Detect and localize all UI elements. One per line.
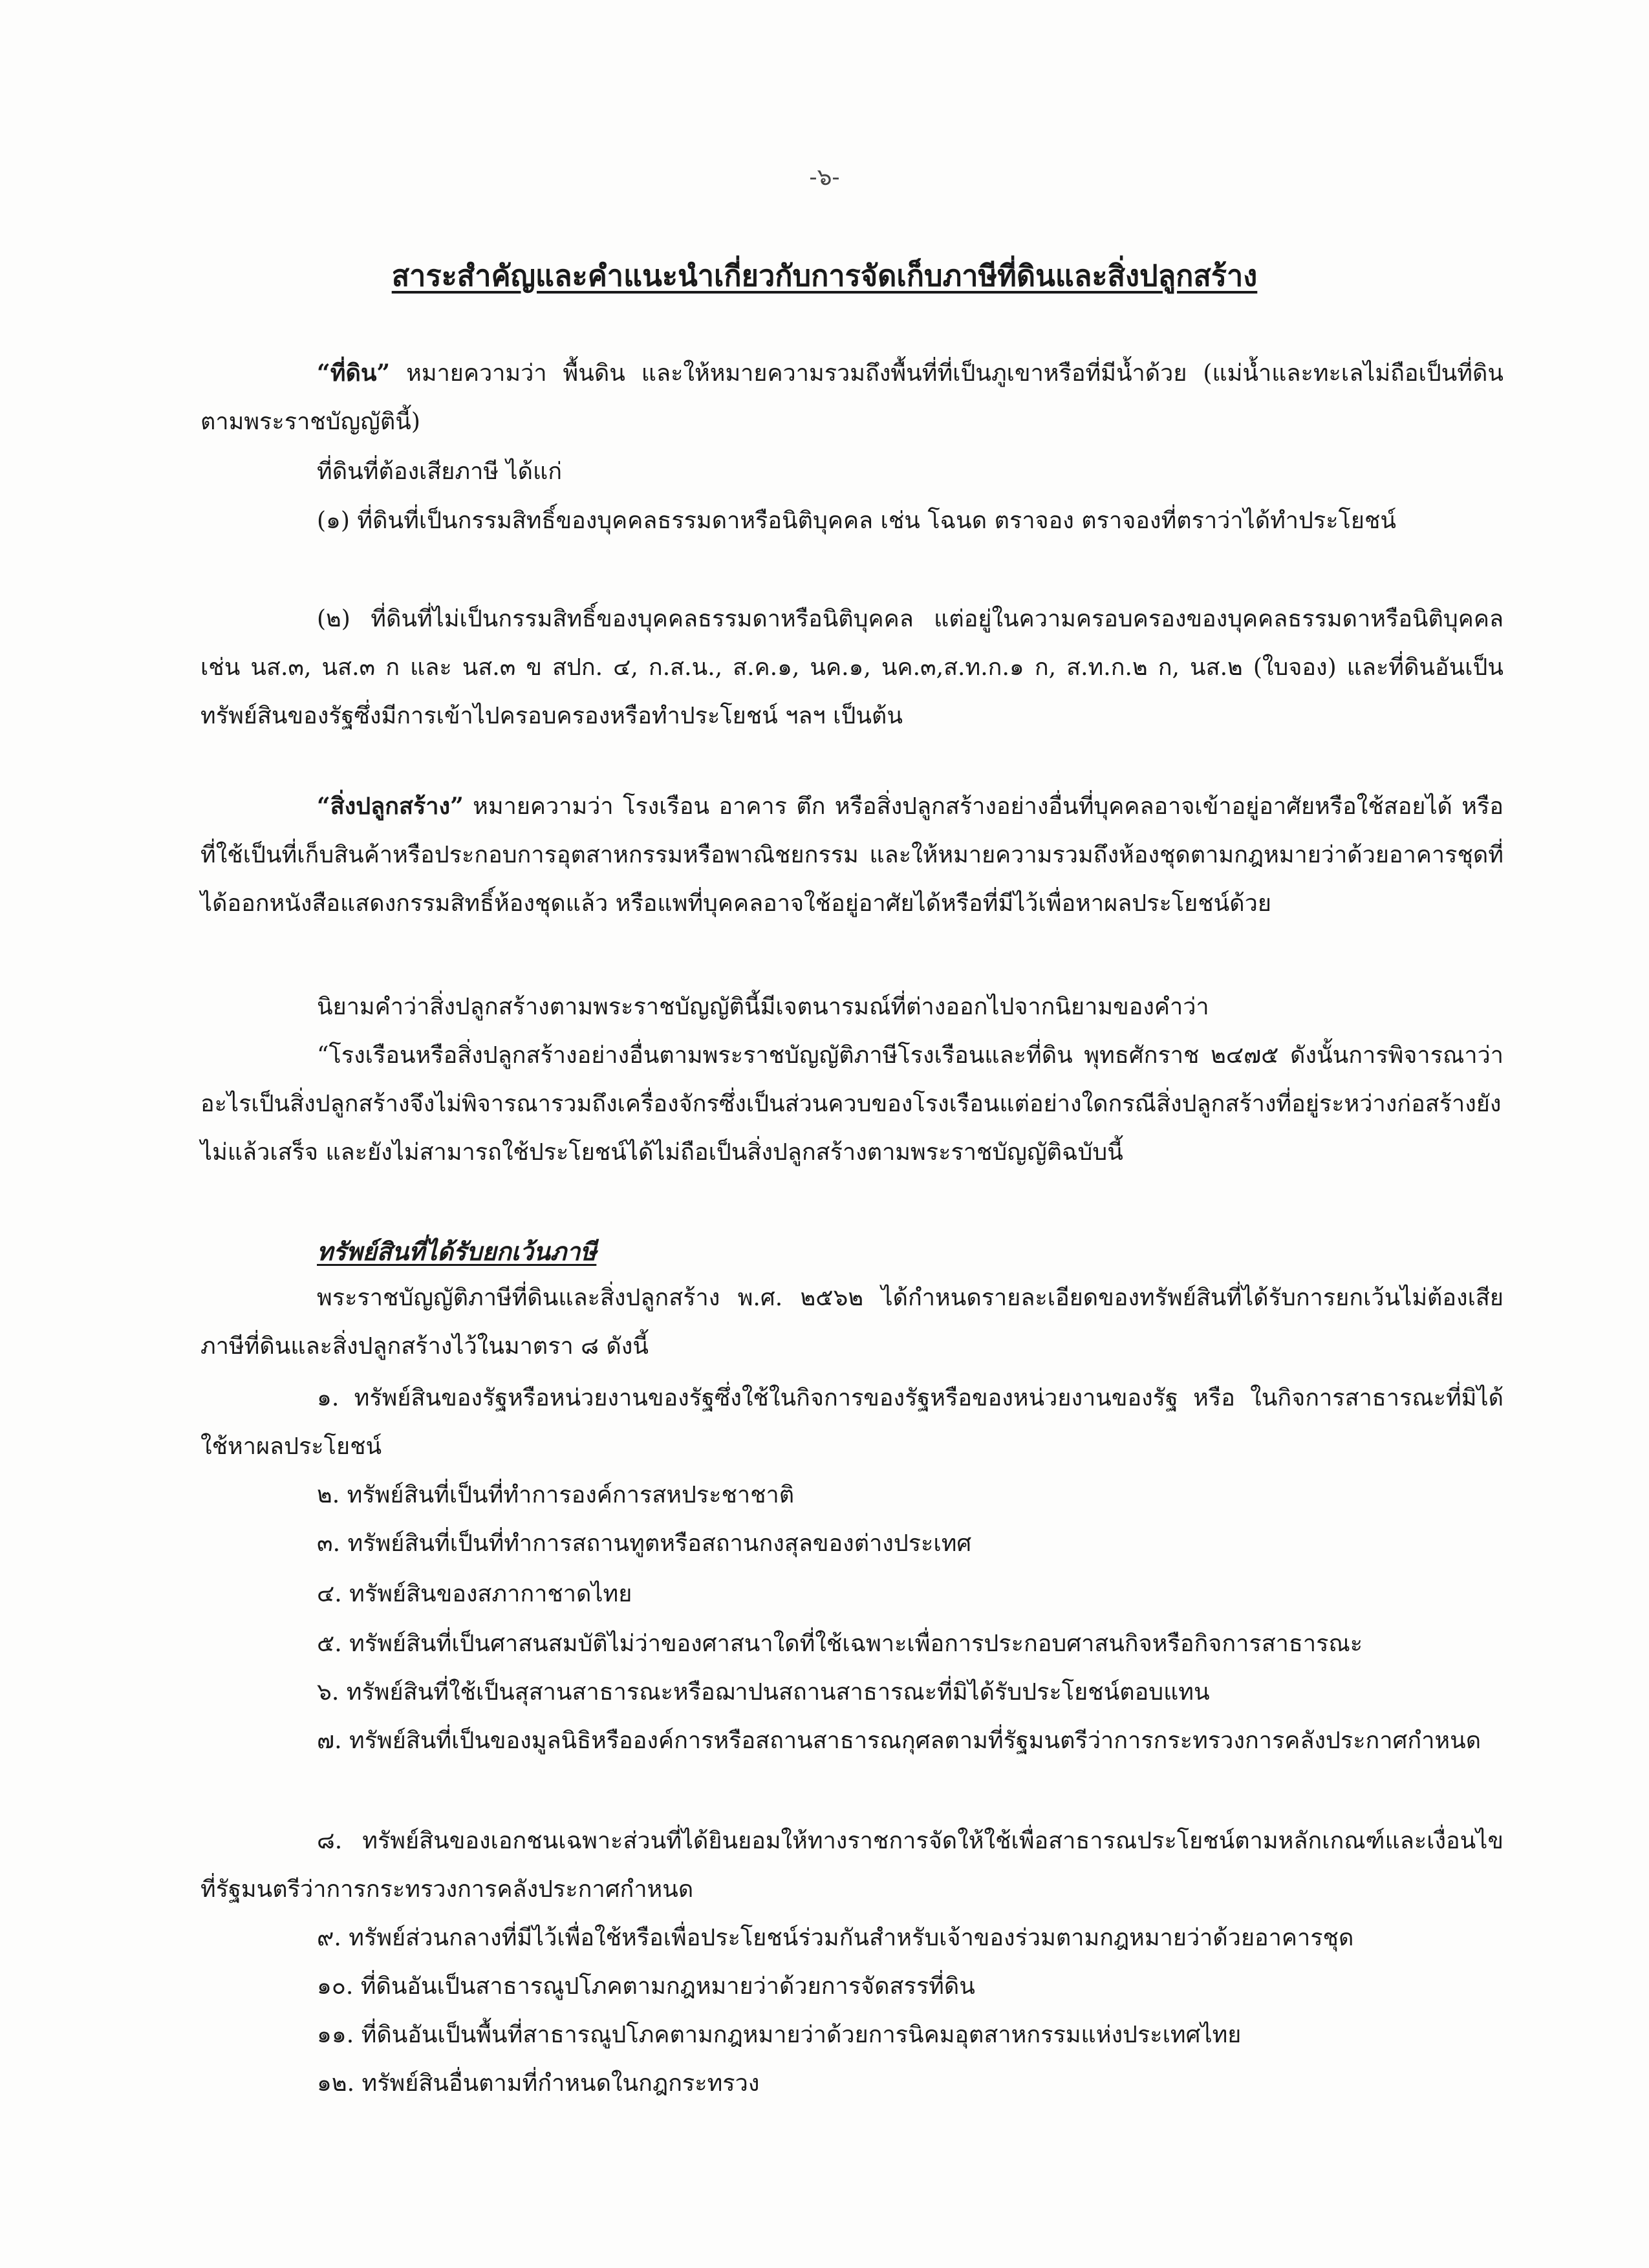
building-definition-text: หมายความว่า โรงเรือน อาคาร ตึก หรือสิ่งปลูกสร้างอย่างอื่นที่บุคคลอาจเข้าอยู่อาศัยหรือใช้สอยได้ หรือที่ใช้เป็นที่เก็บสินค้าหรือประกอบการอุตสาหกรรมหรือพาณิชยกรรม และให้หมายความรวมถึงห้องชุดตามกฎหมายว่าด้วยอาคารชุดที่ได้ออกหนังสือแสดงกรรมสิทธิ์ห้องชุดแล้ว หรือแพที่บุคคลอาจใช้อยู่อาศัยได้หรือที่มีไว้เพื่อหาผลประโยชน์ด้วย <box>200 793 1503 917</box>
exempt-item-12: ๑๒. ทรัพย์สินอื่นตามที่กำหนดในกฎกระทรวง <box>317 2070 760 2097</box>
exempt-item-9: ๙. ทรัพย์ส่วนกลางที่มีไว้เพื่อใช้หรือเพื่อประโยชน์ร่วมกันสำหรับเจ้าของร่วมตามกฎหมายว่าด้วยอาคารชุด <box>317 1925 1354 1951</box>
exempt-item-4: ๔. ทรัพย์สินของสภากาชาดไทย <box>317 1581 632 1607</box>
exempt-item-3: ๓. ทรัพย์สินที่เป็นที่ทำการสถานทูตหรือสถานกงสุลของต่างประเทศ <box>317 1530 972 1557</box>
page-number: -๖- <box>809 164 840 191</box>
exempt-item-7: ๗. ทรัพย์สินที่เป็นของมูลนิธิหรือองค์การหรือสถานสาธารณกุศลตามที่รัฐมนตรีว่าการกระทรวงการคลังประกาศกำหนด <box>317 1728 1482 1754</box>
exempt-item-8: ๘. ทรัพย์สินของเอกชนเฉพาะส่วนที่ได้ยินยอมให้ทางราชการจัดให้ใช้เพื่อสาธารณประโยชน์ตามหลักเกณฑ์และเงื่อนไขที่รัฐมนตรีว่าการกระทรวงการคลังประกาศกำหนด <box>200 1828 1503 1903</box>
building-definition <box>200 782 1503 928</box>
exempt-heading: ทรัพย์สินที่ได้รับยกเว้นภาษี <box>317 1237 597 1266</box>
exempt-item-11: ๑๑. ที่ดินอันเป็นพื้นที่สาธารณูปโภคตามกฎหมายว่าด้วยการนิคมอุตสาหกรรมแห่งประเทศไทย <box>317 2022 1242 2048</box>
exempt-item-1: ๑. ทรัพย์สินของรัฐหรือหน่วยงานของรัฐซึ่งใช้ในกิจการของรัฐหรือของหน่วยงานของรัฐ หรือ ในกิจการสาธารณะที่มิได้ใช้หาผลประโยชน์ <box>200 1385 1503 1460</box>
land-definition-term: “ที่ดิน” <box>317 359 391 387</box>
taxable-land-item-2: (๒) ที่ดินที่ไม่เป็นกรรมสิทธิ์ของบุคคลธรรมดาหรือนิติบุคคล แต่อยู่ในความครอบครองของบุคคลธรรมดาหรือนิติบุคคล เช่น นส.๓, นส.๓ ก และ นส.๓ ข สปก. ๔, ก.ส.น., ส.ค.๑, นค.๑, นค.๓,ส.ท.ก.๑ ก, ส.ท.ก.๒ ก, นส.๒ (ใบจอง) และที่ดินอันเป็นทรัพย์สินของรัฐซึ่งมีการเข้าไปครอบครองหรือทำประโยชน์ ฯลฯ เป็นต้น <box>200 606 1504 729</box>
exempt-item-6: ๖. ทรัพย์สินที่ใช้เป็นสุสานสาธารณะหรือฌาปนสถานสาธารณะที่มิได้รับประโยชน์ตอบแทน <box>317 1679 1210 1706</box>
page-title: สาระสำคัญและคำแนะนำเกี่ยวกับการจัดเก็บภาษีที่ดินและสิ่งปลูกสร้าง <box>391 259 1258 293</box>
exempt-item-10: ๑๐. ที่ดินอันเป็นสาธารณูปโภคตามกฎหมายว่าด้วยการจัดสรรที่ดิน <box>317 1973 975 2000</box>
definition-note-continued: “โรงเรือนหรือสิ่งปลูกสร้างอย่างอื่นตามพระราชบัญญัติภาษีโรงเรือนและที่ดิน พุทธศักราช ๒๔๗๕ ดังนั้นการพิจารณาว่าอะไรเป็นสิ่งปลูกสร้างจึงไม่พิจารณารวมถึงเครื่องจักรซึ่งเป็นส่วนควบของโรงเรือนแต่อย่างใดกรณีสิ่งปลูกสร้างที่อยู่ระหว่างก่อสร้างยังไม่แล้วเสร็จ และยังไม่สามารถใช้ประโยชน์ได้ไม่ถือเป็นสิ่งปลูกสร้างตามพระราชบัญญัติฉบับนี้ <box>200 1042 1503 1166</box>
definition-note: นิยามคำว่าสิ่งปลูกสร้างตามพระราชบัญญัตินี้มีเจตนารมณ์ที่ต่างออกไปจากนิยามของคำว่า <box>317 994 1209 1020</box>
exempt-item-2: ๒. ทรัพย์สินที่เป็นที่ทำการองค์การสหประชาชาติ <box>317 1482 795 1508</box>
land-definition-text: หมายความว่า พื้นดิน และให้หมายความรวมถึงพื้นที่ที่เป็นภูเขาหรือที่มีน้ำด้วย (แม่น้ำและทะเลไม่ถือเป็นที่ดินตามพระราชบัญญัตินี้) <box>200 360 1503 435</box>
building-definition-term: “สิ่งปลูกสร้าง” <box>317 793 464 820</box>
taxable-land-intro: ที่ดินที่ต้องเสียภาษี ได้แก่ <box>317 458 563 485</box>
exempt-intro: พระราชบัญญัติภาษีที่ดินและสิ่งปลูกสร้าง พ.ศ. ๒๕๖๒ ได้กำหนดรายละเอียดของทรัพย์สินที่ได้รับการยกเว้นไม่ต้องเสียภาษีที่ดินและสิ่งปลูกสร้างไว้ในมาตรา ๘ ดังนี้ <box>200 1285 1503 1360</box>
exempt-item-5: ๕. ทรัพย์สินที่เป็นศาสนสมบัติไม่ว่าของศาสนาใดที่ใช้เฉพาะเพื่อการประกอบศาสนกิจหรือกิจการสาธารณะ <box>317 1631 1363 1657</box>
land-definition <box>200 349 1503 446</box>
taxable-land-item-1: (๑) ที่ดินที่เป็นกรรมสิทธิ์ของบุคคลธรรมดาหรือนิติบุคคล เช่น โฉนด ตราจอง ตราจองที่ตราว่าได้ทำประโยชน์ <box>317 508 1397 534</box>
